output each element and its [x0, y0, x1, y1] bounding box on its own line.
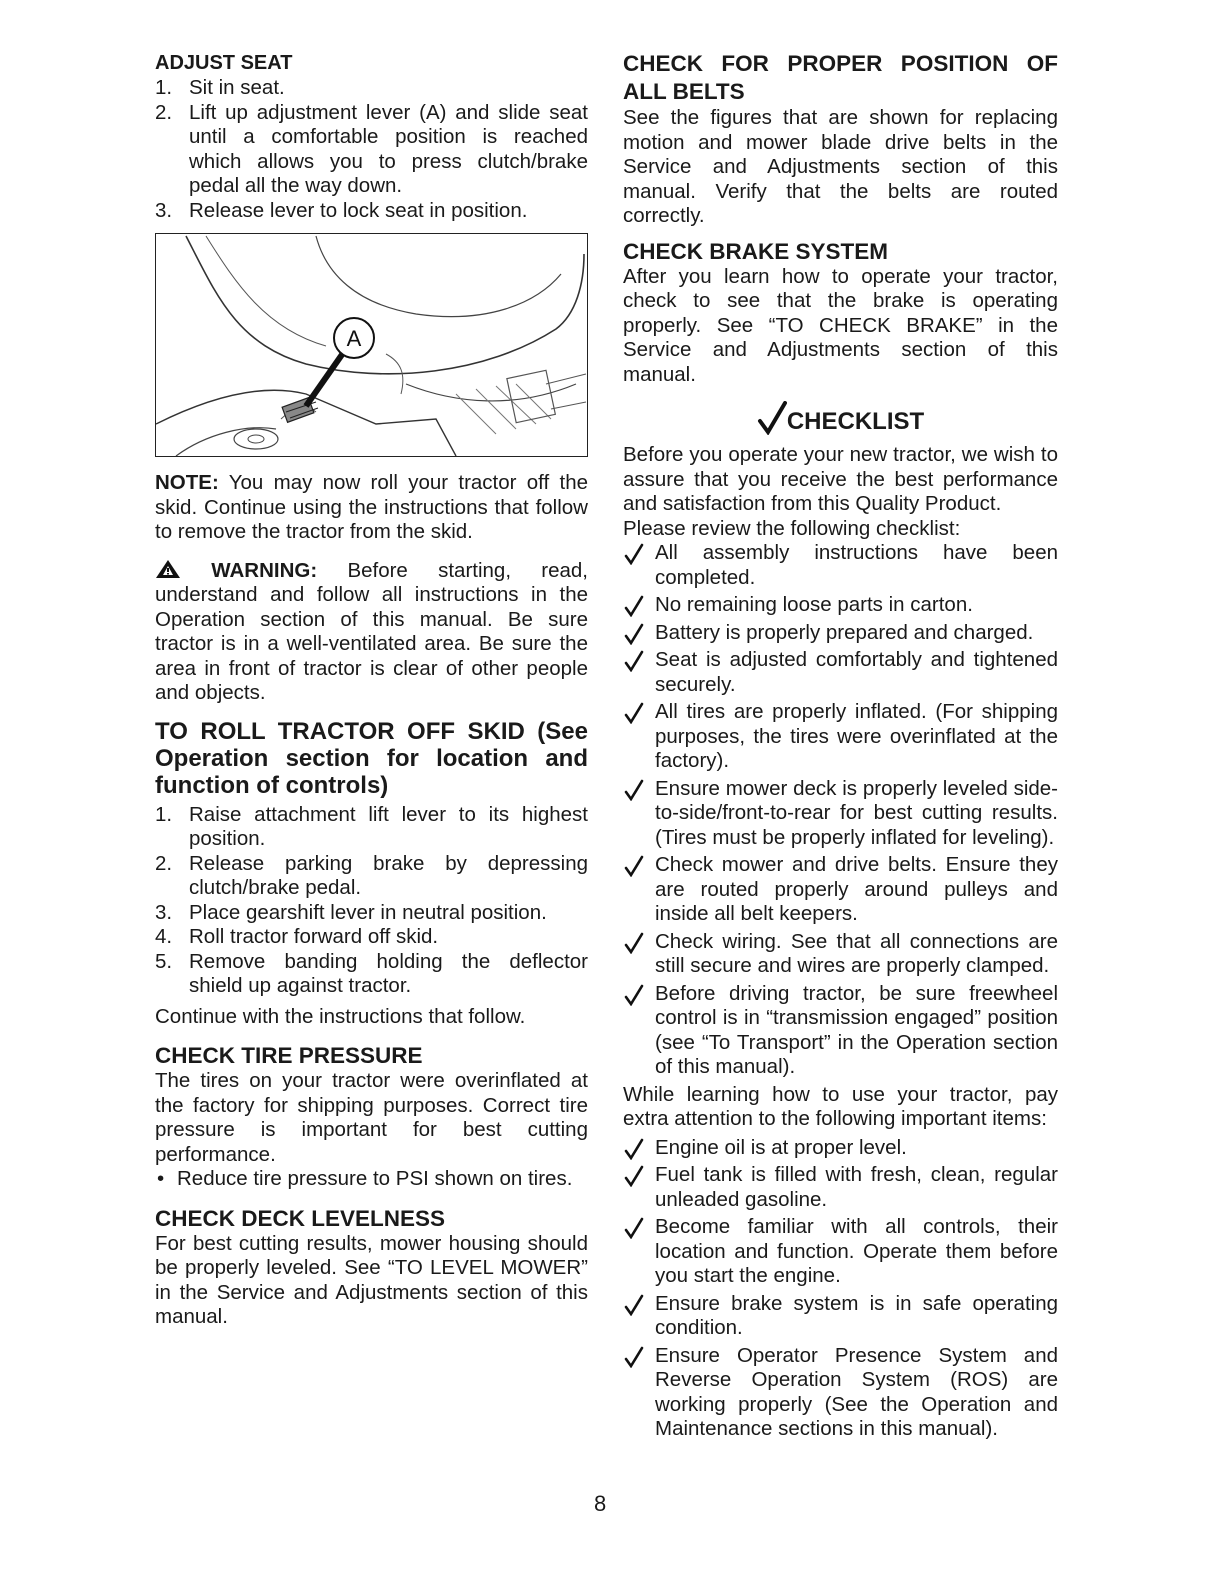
- checklist-items: [623, 541, 1058, 1080]
- step-item: [155, 950, 588, 999]
- checkmark-icon: [623, 1346, 645, 1368]
- step-text: Lift up adjustment lever (A) and slide seat until a comfortable position is reached which allows you to press clutch/brake pedal all the way down.: [189, 100, 588, 197]
- step-number: 3.: [155, 900, 173, 924]
- step-number: 3.: [155, 198, 173, 222]
- checklist-review: Please review the following checklist:: [623, 516, 961, 540]
- warning-icon: [155, 559, 181, 579]
- checklist-intro: Before you operate your new tractor, we wish to assure that you receive the best performance and satisfaction from this Quality Product.: [623, 443, 1058, 515]
- deck-text: For best cutting results, mower housing should be properly leveled. See “TO LEVEL MOWER” in the Service and Adjustments section of this manual.: [155, 1231, 588, 1328]
- seat-adjustment-figure: [155, 233, 588, 457]
- checklist-item-text: Ensure mower deck is properly leveled side-to-side/front-to-rear for best cutting results. (Tires must be properly inflated for leveling).: [655, 776, 1058, 849]
- checklist-item-text: Check wiring. See that all connections are still secure and wires are properly clamped.: [655, 929, 1058, 977]
- checkmark-icon: [623, 623, 645, 645]
- checklist-item: [623, 777, 1058, 851]
- warning-label: WARNING:: [211, 558, 318, 582]
- step-text: Sit in seat.: [189, 76, 285, 99]
- checkmark-icon: [623, 1138, 645, 1160]
- step-item: [155, 199, 588, 224]
- step-item: [155, 925, 588, 950]
- figure-callout-label: A: [346, 326, 362, 351]
- step-number: 1.: [155, 802, 173, 826]
- checkmark-icon: [623, 984, 645, 1006]
- roll-off-heading: TO ROLL TRACTOR OFF SKID (See Operation section for location and function of controls): [155, 717, 588, 799]
- checklist-item: [623, 1344, 1058, 1442]
- checklist-item: [623, 593, 1058, 618]
- step-text: Release lever to lock seat in position.: [189, 198, 528, 222]
- checklist-item: [623, 700, 1058, 774]
- checkmark-icon: [623, 1165, 645, 1187]
- tire-heading: CHECK TIRE PRESSURE: [155, 1043, 423, 1068]
- warning-paragraph: [155, 559, 588, 706]
- seat-illustration: [156, 234, 587, 456]
- checklist-item: [623, 541, 1058, 590]
- checklist-item-text: Battery is properly prepared and charged.: [655, 620, 1034, 644]
- step-text: Raise attachment lift lever to its highest position.: [189, 802, 588, 850]
- checklist-item-text: Check mower and drive belts. Ensure they are routed properly around pulleys and inside all belt keepers.: [655, 853, 1058, 925]
- checklist-item: [623, 648, 1058, 697]
- step-number: 2.: [155, 100, 173, 124]
- deck-heading: CHECK DECK LEVELNESS: [155, 1205, 446, 1231]
- checklist-items-important: [623, 1136, 1058, 1442]
- checklist-item: [623, 1215, 1058, 1289]
- step-number: 2.: [155, 851, 173, 875]
- checklist-item-text: Ensure brake system is in safe operating condition.: [655, 1291, 1058, 1339]
- checkmark-icon: [623, 855, 645, 877]
- checklist-title: CHECKLIST: [786, 408, 925, 435]
- note-label: NOTE:: [155, 471, 219, 494]
- brake-heading: CHECK BRAKE SYSTEM: [623, 238, 889, 264]
- step-item: [155, 803, 588, 852]
- checkmark-icon: [623, 650, 645, 672]
- checklist-item-text: Fuel tank is filled with fresh, clean, regular unleaded gasoline.: [655, 1163, 1058, 1211]
- checkmark-icon: [623, 932, 645, 954]
- step-text: Remove banding holding the deflector shield up against tractor.: [189, 949, 588, 997]
- step-number: 5.: [155, 949, 173, 973]
- checkmark-icon: [623, 702, 645, 724]
- checklist-item: [623, 1163, 1058, 1212]
- checklist-item: [623, 621, 1058, 646]
- checklist-item-text: All tires are properly inflated. (For shipping purposes, the tires were overinflated at the factory).: [655, 700, 1058, 772]
- step-item: [155, 101, 588, 199]
- warning-text: Before starting, read, understand and follow all instructions in the Operation section of this manual. Be sure tractor is in a well-ventilated area. Be sure the area in front of tractor is clear of other people and objects.: [155, 558, 588, 704]
- belts-heading: CHECK FOR PROPER POSITION OF ALL BELTS: [623, 51, 1058, 104]
- roll-off-steps: [155, 803, 588, 999]
- checklist-item-text: Engine oil is at proper level.: [655, 1135, 907, 1159]
- checklist-item: [623, 982, 1058, 1080]
- checklist-item: [623, 1292, 1058, 1341]
- checklist-while: While learning how to use your tractor, pay extra attention to the following important items:: [623, 1082, 1058, 1130]
- step-number: 1.: [155, 76, 173, 99]
- checklist-item-text: Ensure Operator Presence System and Reverse Operation System (ROS) are working properly (See the Operation and Maintenance sections in this manual).: [655, 1343, 1058, 1440]
- checkmark-icon: [623, 595, 645, 617]
- checkmark-icon: [623, 779, 645, 801]
- checklist-item-text: All assembly instructions have been completed.: [655, 541, 1058, 589]
- checkmark-icon: [623, 1217, 645, 1239]
- checklist-item: [623, 853, 1058, 927]
- step-item: [155, 852, 588, 901]
- step-item: [155, 76, 588, 101]
- step-number: 4.: [155, 925, 173, 948]
- checklist-item: [623, 930, 1058, 979]
- adjust-seat-steps: [155, 76, 588, 223]
- checklist-item-text: Seat is adjusted comfortably and tightened securely.: [655, 648, 1058, 696]
- adjust-seat-heading: ADJUST SEAT: [155, 52, 293, 74]
- left-column: [155, 50, 588, 1330]
- checkmark-icon: [623, 543, 645, 565]
- bullet-icon: •: [157, 1167, 165, 1190]
- bullet-text: Reduce tire pressure to PSI shown on tires.: [177, 1167, 573, 1190]
- step-text: Roll tractor forward off skid.: [189, 925, 439, 948]
- bullet-item: [155, 1167, 588, 1192]
- checklist-item-text: Before driving tractor, be sure freewheel control is in “transmission engaged” position (see “To Transport” in the Operation section of this manual).: [655, 981, 1058, 1078]
- step-item: [155, 901, 588, 926]
- tire-bullets: [155, 1167, 588, 1192]
- tire-text: The tires on your tractor were overinflated at the factory for shipping purposes. Correct tire pressure is important for best cutting performance.: [155, 1069, 588, 1166]
- note-paragraph: [155, 471, 588, 545]
- right-column: [623, 50, 1058, 1445]
- step-text: Place gearshift lever in neutral position.: [189, 900, 547, 924]
- brake-text: After you learn how to operate your tractor, check to see that the brake is operating properly. See “TO CHECK BRAKE” in the Service and Adjustments section of this manual.: [623, 264, 1058, 386]
- roll-off-continue: Continue with the instructions that follow.: [155, 1004, 526, 1028]
- checkmark-icon: [623, 1294, 645, 1316]
- checklist-item: [623, 1136, 1058, 1161]
- checkmark-icon: [757, 401, 787, 435]
- checklist-item-text: No remaining loose parts in carton.: [655, 593, 973, 616]
- step-text: Release parking brake by depressing clutch/brake pedal.: [189, 851, 588, 899]
- note-text: You may now roll your tractor off the skid. Continue using the instructions that follow to remove the tractor from the skid.: [155, 471, 588, 543]
- belts-text: See the figures that are shown for replacing motion and mower blade drive belts in the Service and Adjustments section of this manual. Verify that the belts are routed correctly.: [623, 106, 1058, 227]
- checklist-item-text: Become familiar with all controls, their location and function. Operate them before you start the engine.: [655, 1215, 1058, 1287]
- checklist-heading: [623, 401, 1058, 435]
- page-number: 8: [594, 1491, 607, 1516]
